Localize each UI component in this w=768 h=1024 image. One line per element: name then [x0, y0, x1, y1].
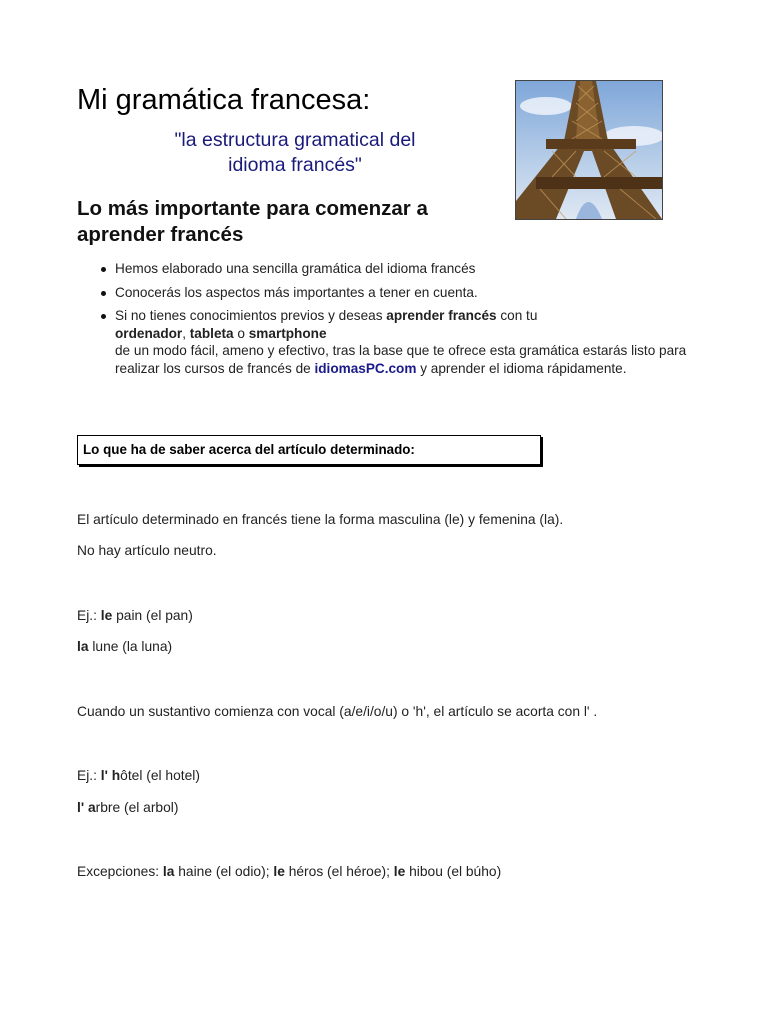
- example-prefix: Ej.:: [77, 768, 101, 783]
- subtitle-line-1: "la estructura gramatical del: [174, 129, 416, 151]
- list-item: Hemos elaborado una sencilla gramática del idioma francés: [115, 260, 690, 278]
- example-prefix: Ej.:: [77, 608, 101, 623]
- example-hotel: [77, 768, 200, 783]
- subtitle-line-2: idioma francés": [228, 154, 362, 176]
- intro-bullet-list: [98, 260, 690, 383]
- example-text: lune (la luna): [88, 639, 173, 654]
- bullet-bold-text: tableta: [189, 325, 234, 341]
- page-title: Mi gramática francesa:: [77, 84, 371, 116]
- example-le: [77, 608, 193, 623]
- paragraph-no-neutral: No hay artículo neutro.: [77, 543, 217, 558]
- bullet-text: o: [233, 325, 249, 341]
- section-heading-line-2: aprender francés: [77, 223, 244, 246]
- list-item: [115, 307, 690, 377]
- bullet-text: de un modo fácil, ameno y efectivo, tras la base que te ofrece esta gramática estarás listo para realizar los cursos de francés de: [115, 343, 687, 376]
- example-bold: la: [162, 864, 175, 879]
- bullet-text: ,: [182, 325, 190, 341]
- example-la: [77, 639, 172, 654]
- section-box: [77, 435, 541, 465]
- section-heading: [77, 196, 497, 248]
- exceptions-line: [77, 864, 501, 879]
- section-heading-line-1: Lo más importante para comenzar a: [77, 197, 428, 220]
- example-bold: le: [100, 608, 113, 623]
- bullet-bold-text: aprender francés: [386, 308, 497, 323]
- paragraph-elision: Cuando un sustantivo comienza con vocal (a/e/i/o/u) o 'h', el artículo se acorta con l' .: [77, 704, 598, 719]
- example-text: hibou (el búho): [405, 864, 502, 879]
- example-bold: le: [393, 864, 406, 879]
- list-item: [115, 284, 690, 302]
- example-arbre: [77, 800, 178, 815]
- bullet-text: con tu: [496, 308, 538, 323]
- bullet-bold-text: ordenador: [115, 325, 183, 341]
- example-text: pain (el pan): [112, 608, 193, 623]
- exceptions-prefix: Excepciones:: [77, 864, 163, 879]
- paragraph-article-forms: El artículo determinado en francés tiene la forma masculina (le) y femenina (la).: [77, 512, 564, 527]
- example-bold: le: [273, 864, 285, 879]
- list-item-text: Conocerás los aspectos más importantes a tener en cuenta.: [115, 284, 478, 300]
- bullet-text: y aprender el idioma rápidamente.: [416, 360, 627, 376]
- example-text: haine (el odio);: [174, 864, 274, 879]
- idiomaspc-link[interactable]: idiomasPC.com: [314, 360, 417, 376]
- example-bold: la: [77, 639, 89, 654]
- eiffel-tower-illustration: [516, 81, 662, 219]
- bullet-bold-text: smartphone: [248, 325, 327, 341]
- example-text: rbre (el arbol): [95, 800, 179, 815]
- example-text: héros (el héroe);: [284, 864, 394, 879]
- bullet-text: Si no tienes conocimientos previos y deseas: [115, 308, 387, 323]
- example-bold: l' a: [77, 800, 96, 815]
- subtitle: [110, 128, 480, 178]
- eiffel-tower-image: [515, 80, 663, 220]
- section-box-title: Lo que ha de saber acerca del artículo determinado:: [83, 442, 415, 457]
- example-text: ôtel (el hotel): [120, 768, 200, 783]
- example-bold: l' h: [100, 768, 121, 783]
